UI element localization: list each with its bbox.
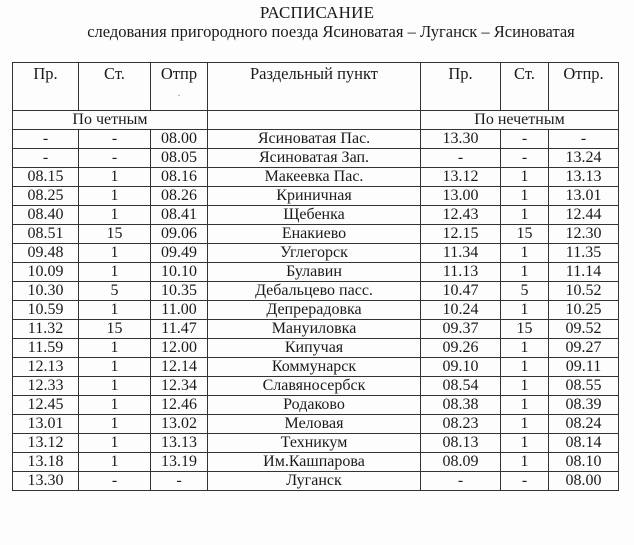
group-even-label: По четным (13, 111, 208, 130)
cell-stop-odd: 1 (501, 187, 549, 206)
cell-departure-odd: 08.00 (549, 472, 619, 491)
cell-departure-odd: 09.11 (549, 358, 619, 377)
cell-arrival-even: 10.30 (13, 282, 79, 301)
cell-arrival-even: 11.32 (13, 320, 79, 339)
schedule-table (12, 62, 619, 491)
cell-stop-even: 1 (79, 206, 151, 225)
cell-stop-even: 1 (79, 358, 151, 377)
table-row (13, 396, 619, 415)
cell-stop-odd: - (501, 149, 549, 168)
cell-station: Кипучая (208, 339, 421, 358)
cell-departure-even: 08.16 (151, 168, 208, 187)
cell-stop-odd: 1 (501, 415, 549, 434)
cell-departure-even: 08.26 (151, 187, 208, 206)
cell-departure-odd: 08.24 (549, 415, 619, 434)
document-title: РАСПИСАНИЕ (259, 3, 375, 22)
cell-departure-even: 13.02 (151, 415, 208, 434)
cell-departure-odd: 12.30 (549, 225, 619, 244)
cell-stop-odd: 1 (501, 453, 549, 472)
cell-arrival-even: - (13, 130, 79, 149)
cell-departure-even: 08.05 (151, 149, 208, 168)
header-dot: . (177, 88, 181, 99)
cell-stop-even: 1 (79, 396, 151, 415)
cell-arrival-odd: - (421, 472, 501, 491)
group-odd-label: По нечетным (421, 111, 619, 130)
cell-stop-even: 1 (79, 244, 151, 263)
cell-station: Булавин (208, 263, 421, 282)
cell-arrival-odd: 10.47 (421, 282, 501, 301)
table-row (13, 206, 619, 225)
cell-stop-odd: 1 (501, 244, 549, 263)
cell-stop-even: - (79, 472, 151, 491)
cell-arrival-even: 13.18 (13, 453, 79, 472)
cell-departure-odd: 11.35 (549, 244, 619, 263)
cell-arrival-odd: 13.12 (421, 168, 501, 187)
cell-stop-even: 1 (79, 434, 151, 453)
cell-arrival-odd: 09.37 (421, 320, 501, 339)
cell-station: Славяносербск (208, 377, 421, 396)
cell-station: Криничная (208, 187, 421, 206)
cell-arrival-odd: - (421, 149, 501, 168)
cell-stop-odd: 1 (501, 301, 549, 320)
cell-stop-even: 1 (79, 377, 151, 396)
cell-arrival-even: 10.59 (13, 301, 79, 320)
table-row (13, 225, 619, 244)
cell-arrival-odd: 08.38 (421, 396, 501, 415)
cell-stop-even: 1 (79, 453, 151, 472)
header-station: Раздельный пункт (208, 63, 421, 111)
cell-stop-odd: 1 (501, 396, 549, 415)
cell-arrival-even: 09.48 (13, 244, 79, 263)
cell-arrival-odd: 09.26 (421, 339, 501, 358)
cell-station: Ясиноватая Зап. (208, 149, 421, 168)
cell-station: Енакиево (208, 225, 421, 244)
cell-arrival-even: 08.40 (13, 206, 79, 225)
cell-arrival-odd: 08.54 (421, 377, 501, 396)
header-departure-odd: Отпр. (549, 63, 619, 111)
cell-departure-odd: 13.24 (549, 149, 619, 168)
table-row (13, 434, 619, 453)
cell-stop-odd: 15 (501, 225, 549, 244)
cell-stop-even: 1 (79, 415, 151, 434)
cell-departure-odd: 10.25 (549, 301, 619, 320)
cell-station: Дебальцево пасс. (208, 282, 421, 301)
cell-arrival-odd: 08.23 (421, 415, 501, 434)
header-departure-even (151, 63, 208, 111)
cell-arrival-even: 12.13 (13, 358, 79, 377)
header-row (13, 63, 619, 111)
cell-stop-even: - (79, 130, 151, 149)
header-departure-even-label: Отпр (160, 64, 198, 83)
cell-station: Щебенка (208, 206, 421, 225)
cell-stop-even: 15 (79, 320, 151, 339)
table-row (13, 187, 619, 206)
cell-stop-odd: 1 (501, 434, 549, 453)
cell-station: Углегорск (208, 244, 421, 263)
table-row (13, 377, 619, 396)
cell-departure-odd: 12.44 (549, 206, 619, 225)
cell-station: Им.Кашпарова (208, 453, 421, 472)
cell-stop-odd: 15 (501, 320, 549, 339)
cell-stop-odd: 1 (501, 263, 549, 282)
cell-departure-even: 13.13 (151, 434, 208, 453)
cell-station: Меловая (208, 415, 421, 434)
cell-stop-even: 5 (79, 282, 151, 301)
cell-arrival-even: 12.45 (13, 396, 79, 415)
cell-stop-odd: - (501, 472, 549, 491)
cell-arrival-even: 13.12 (13, 434, 79, 453)
cell-station: Ясиноватая Пас. (208, 130, 421, 149)
cell-departure-even: 10.35 (151, 282, 208, 301)
cell-departure-odd: 09.52 (549, 320, 619, 339)
cell-arrival-even: 08.15 (13, 168, 79, 187)
cell-arrival-even: 08.25 (13, 187, 79, 206)
cell-departure-odd: 10.52 (549, 282, 619, 301)
cell-departure-even: 08.00 (151, 130, 208, 149)
header-stop-odd: Ст. (501, 63, 549, 111)
cell-stop-odd: 1 (501, 339, 549, 358)
cell-station: Депрерадовка (208, 301, 421, 320)
table-row (13, 149, 619, 168)
cell-departure-even: 13.19 (151, 453, 208, 472)
cell-stop-odd: 1 (501, 206, 549, 225)
table-row (13, 339, 619, 358)
cell-arrival-odd: 10.24 (421, 301, 501, 320)
document-subtitle: следования пригородного поезда Ясиноватая – Луганск – Ясиноватая (87, 22, 575, 41)
cell-station: Коммунарск (208, 358, 421, 377)
cell-arrival-even: 13.30 (13, 472, 79, 491)
table-row (13, 168, 619, 187)
cell-departure-odd: 13.13 (549, 168, 619, 187)
table-row (13, 415, 619, 434)
cell-departure-even: 09.49 (151, 244, 208, 263)
cell-departure-even: - (151, 472, 208, 491)
table-row (13, 472, 619, 491)
cell-departure-even: 12.34 (151, 377, 208, 396)
cell-stop-odd: - (501, 130, 549, 149)
cell-departure-odd: 08.55 (549, 377, 619, 396)
cell-arrival-odd: 11.34 (421, 244, 501, 263)
cell-stop-odd: 5 (501, 282, 549, 301)
table-row (13, 130, 619, 149)
cell-departure-even: 12.00 (151, 339, 208, 358)
cell-stop-odd: 1 (501, 358, 549, 377)
cell-departure-odd: 08.10 (549, 453, 619, 472)
cell-arrival-odd: 11.13 (421, 263, 501, 282)
table-row (13, 244, 619, 263)
cell-station: Луганск (208, 472, 421, 491)
cell-departure-even: 12.46 (151, 396, 208, 415)
cell-arrival-odd: 08.13 (421, 434, 501, 453)
cell-stop-odd: 1 (501, 168, 549, 187)
cell-station: Макеевка Пас. (208, 168, 421, 187)
group-row (13, 111, 619, 130)
cell-station: Родаково (208, 396, 421, 415)
cell-arrival-even: 13.01 (13, 415, 79, 434)
cell-stop-even: 1 (79, 187, 151, 206)
cell-arrival-odd: 13.00 (421, 187, 501, 206)
cell-arrival-odd: 08.09 (421, 453, 501, 472)
cell-stop-odd: 1 (501, 377, 549, 396)
cell-stop-even: 1 (79, 263, 151, 282)
table-row (13, 453, 619, 472)
cell-station: Техникум (208, 434, 421, 453)
cell-arrival-even: 12.33 (13, 377, 79, 396)
cell-stop-even: 15 (79, 225, 151, 244)
cell-arrival-even: 11.59 (13, 339, 79, 358)
cell-departure-even: 08.41 (151, 206, 208, 225)
cell-departure-odd: 08.39 (549, 396, 619, 415)
cell-departure-odd: - (549, 130, 619, 149)
cell-departure-even: 10.10 (151, 263, 208, 282)
cell-departure-even: 11.00 (151, 301, 208, 320)
cell-departure-odd: 11.14 (549, 263, 619, 282)
table-row (13, 320, 619, 339)
header-stop-even: Ст. (79, 63, 151, 111)
cell-departure-even: 12.14 (151, 358, 208, 377)
cell-arrival-even: - (13, 149, 79, 168)
cell-arrival-odd: 13.30 (421, 130, 501, 149)
cell-departure-odd: 08.14 (549, 434, 619, 453)
cell-departure-odd: 09.27 (549, 339, 619, 358)
cell-departure-odd: 13.01 (549, 187, 619, 206)
cell-station: Мануиловка (208, 320, 421, 339)
cell-arrival-even: 08.51 (13, 225, 79, 244)
table-row (13, 358, 619, 377)
cell-arrival-even: 10.09 (13, 263, 79, 282)
table-row (13, 263, 619, 282)
group-spacer (208, 111, 421, 130)
header-arrival-odd: Пр. (421, 63, 501, 111)
table-row (13, 301, 619, 320)
cell-stop-even: - (79, 149, 151, 168)
cell-stop-even: 1 (79, 301, 151, 320)
cell-arrival-odd: 09.10 (421, 358, 501, 377)
table-row (13, 282, 619, 301)
cell-stop-even: 1 (79, 168, 151, 187)
cell-arrival-odd: 12.43 (421, 206, 501, 225)
cell-arrival-odd: 12.15 (421, 225, 501, 244)
header-arrival-even: Пр. (13, 63, 79, 111)
cell-stop-even: 1 (79, 339, 151, 358)
cell-departure-even: 11.47 (151, 320, 208, 339)
cell-departure-even: 09.06 (151, 225, 208, 244)
